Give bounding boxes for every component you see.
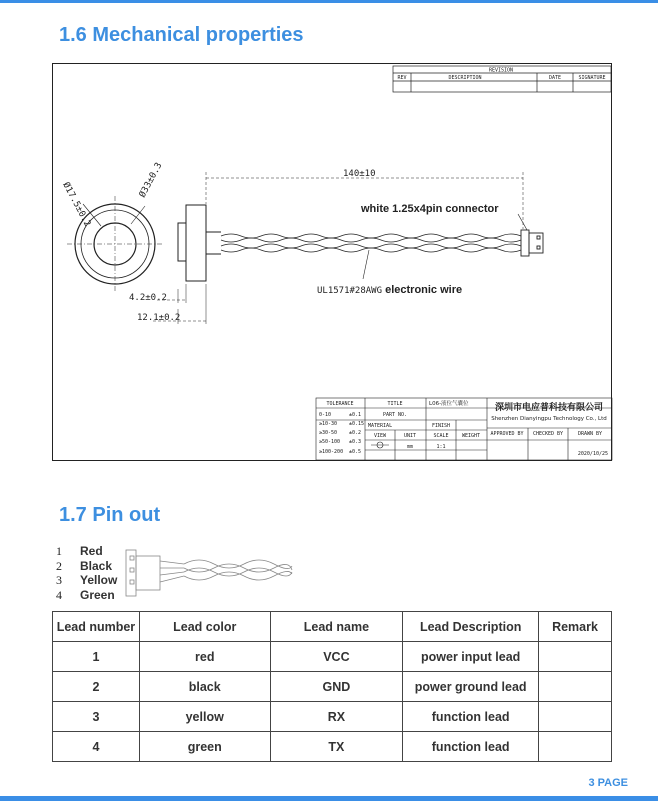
pin-item bbox=[52, 573, 117, 588]
header-lead-name: Lead name bbox=[270, 612, 403, 642]
tb-tol-value-4: ±0.3 bbox=[349, 439, 362, 445]
side-view bbox=[153, 172, 523, 324]
cell-lead-number: 3 bbox=[53, 702, 140, 732]
connector-leader bbox=[518, 214, 527, 230]
dim-width: 12.1±0.2 bbox=[137, 313, 181, 323]
cell-lead-description: function lead bbox=[403, 702, 539, 732]
pin-number: 2 bbox=[56, 558, 62, 573]
pin-table-header bbox=[53, 612, 612, 642]
top-accent-bar bbox=[0, 0, 658, 3]
tb-unit: UNIT bbox=[403, 433, 417, 439]
pin-color: Black bbox=[80, 558, 113, 573]
pin-number: 1 bbox=[56, 544, 62, 558]
pin-number: 4 bbox=[56, 587, 62, 602]
header-remark: Remark bbox=[539, 612, 612, 642]
pin-number: 3 bbox=[56, 573, 62, 587]
pin-item bbox=[52, 588, 117, 603]
bottom-accent-bar bbox=[0, 796, 658, 801]
tb-approved: APPROVED BY bbox=[490, 431, 524, 437]
table-row bbox=[53, 672, 612, 702]
pin-color: Yellow bbox=[80, 573, 118, 587]
tb-tol-range-2: ≥10-30 bbox=[319, 421, 338, 427]
tb-tol-range-4: ≥50-100 bbox=[319, 439, 341, 445]
dim-thickness: 4.2±0.2 bbox=[129, 293, 167, 303]
cell-lead-name: VCC bbox=[270, 642, 403, 672]
projection-symbol-icon bbox=[371, 442, 389, 448]
cell-lead-description: power input lead bbox=[403, 642, 539, 672]
revision-header: REVISION bbox=[488, 67, 514, 74]
dim-inner-diameter: Ø33±0.3 bbox=[137, 161, 165, 200]
connector-shape bbox=[521, 230, 543, 256]
drawing-svg bbox=[53, 64, 613, 462]
tb-tol-value-3: ±0.2 bbox=[349, 430, 362, 436]
pinout-diagram bbox=[52, 544, 312, 602]
tb-tol-range-5: ≥100-200 bbox=[319, 449, 344, 455]
revision-col-description: DESCRIPTION bbox=[448, 75, 482, 81]
connector-wire-icon bbox=[124, 544, 304, 602]
tb-tolerance-label: TOLERANCE bbox=[326, 401, 354, 407]
cell-lead-name: GND bbox=[270, 672, 403, 702]
tb-title-label: TITLE bbox=[387, 401, 403, 407]
tb-scale: SCALE bbox=[433, 433, 449, 439]
header-lead-color: Lead color bbox=[139, 612, 270, 642]
header-lead-description: Lead Description bbox=[403, 612, 539, 642]
cell-lead-number: 2 bbox=[53, 672, 140, 702]
table-row bbox=[53, 642, 612, 672]
connector-annotation: white 1.25x4pin connector bbox=[361, 203, 499, 215]
cell-lead-color: red bbox=[139, 642, 270, 672]
cell-lead-color: black bbox=[139, 672, 270, 702]
cell-lead-color: green bbox=[139, 732, 270, 762]
tb-tol-value-5: ±0.5 bbox=[349, 449, 362, 455]
tb-tol-range-1: 0-10 bbox=[319, 412, 332, 418]
tb-weight: WEIGHT bbox=[461, 433, 481, 439]
pin-color: Green bbox=[80, 587, 115, 602]
cell-lead-name: TX bbox=[270, 732, 403, 762]
pin-list bbox=[52, 544, 117, 602]
tb-date: 2020/10/25 bbox=[577, 451, 608, 457]
revision-col-signature: SIGNATURE bbox=[578, 75, 606, 81]
page-number: 3 PAGE bbox=[588, 777, 628, 789]
dim-length: 140±10 bbox=[343, 169, 376, 179]
table-row bbox=[53, 732, 612, 762]
tb-finish: FINISH bbox=[431, 423, 451, 429]
pin-table bbox=[52, 611, 612, 762]
tb-tol-value-1: ±0.1 bbox=[349, 412, 362, 418]
twisted-wire bbox=[221, 234, 521, 252]
pin-item bbox=[52, 544, 117, 559]
tb-checked: CHECKED BY bbox=[532, 431, 564, 437]
cell-remark bbox=[539, 702, 612, 732]
section-title-pinout: 1.7 Pin out bbox=[59, 504, 161, 526]
section-title-mechanical: 1.6 Mechanical properties bbox=[59, 24, 304, 46]
tb-company-cn: 深圳市电应普科技有限公司 bbox=[494, 403, 604, 413]
cell-remark bbox=[539, 732, 612, 762]
cell-lead-number: 4 bbox=[53, 732, 140, 762]
pin-item bbox=[52, 559, 117, 574]
tb-company-en: Shenzhen Dianyingpu Technology Co., Ltd bbox=[491, 416, 607, 422]
tb-scale-value: 1:1 bbox=[436, 444, 446, 450]
cell-remark bbox=[539, 672, 612, 702]
tb-drawn: DRAWN BY bbox=[577, 431, 603, 437]
wire-text: electronic wire bbox=[382, 284, 463, 296]
cell-lead-name: RX bbox=[270, 702, 403, 732]
tb-material: MATERIAL bbox=[368, 423, 393, 429]
wire-code: UL1571#28AWG bbox=[317, 286, 383, 296]
revision-col-rev: REV bbox=[397, 75, 407, 81]
cell-lead-description: function lead bbox=[403, 732, 539, 762]
header-lead-number: Lead number bbox=[53, 612, 140, 642]
table-row bbox=[53, 702, 612, 732]
tb-unit-value: mm bbox=[406, 444, 414, 450]
tb-product: L06-液位气囊位 bbox=[429, 401, 469, 407]
revision-col-date: DATE bbox=[548, 75, 562, 81]
mechanical-drawing bbox=[52, 63, 612, 461]
cell-lead-color: yellow bbox=[139, 702, 270, 732]
wire-annotation bbox=[317, 284, 462, 296]
wire-leader bbox=[363, 250, 369, 279]
cell-lead-number: 1 bbox=[53, 642, 140, 672]
dim-outer-diameter: Ø17.5±0.2 bbox=[60, 180, 93, 229]
tb-part-no: PART NO. bbox=[382, 412, 408, 418]
cell-remark bbox=[539, 642, 612, 672]
tb-tol-range-3: ≥30-50 bbox=[319, 430, 338, 436]
cell-lead-description: power ground lead bbox=[403, 672, 539, 702]
pin-color: Red bbox=[80, 544, 103, 558]
tb-tol-value-2: ±0.15 bbox=[349, 421, 365, 427]
tb-view: VIEW bbox=[373, 433, 387, 439]
